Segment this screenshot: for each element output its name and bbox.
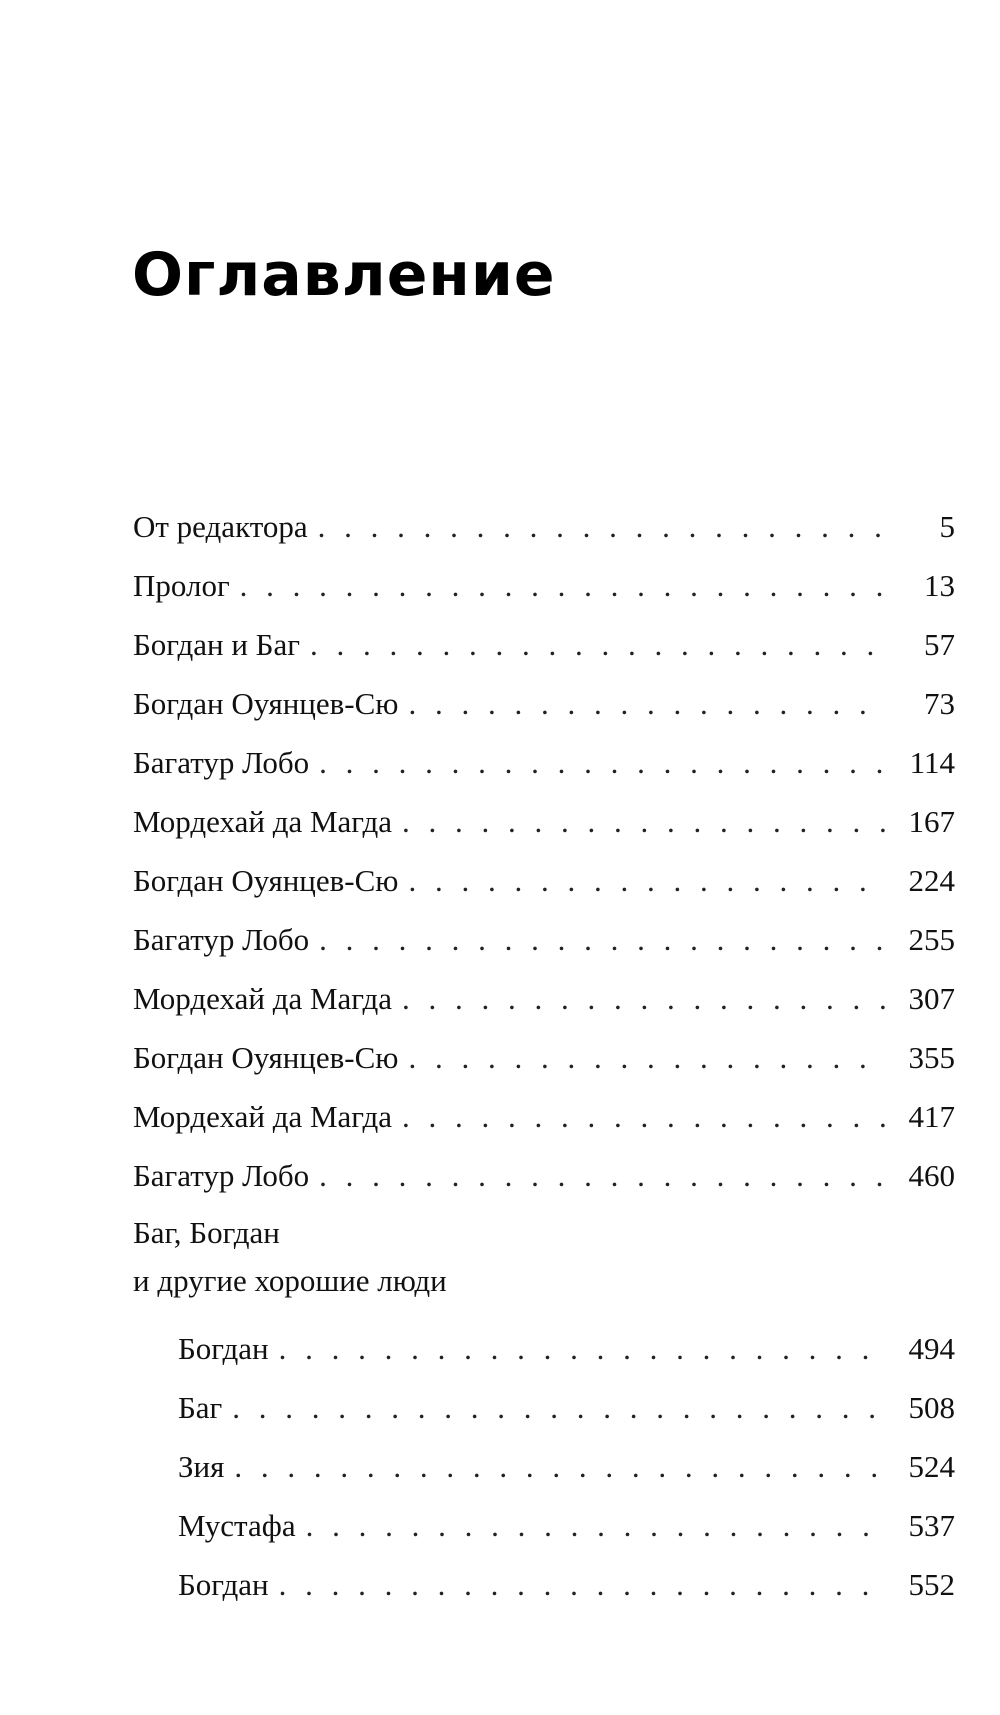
dot-leader <box>402 792 887 851</box>
toc-entry-page: 57 <box>924 627 955 662</box>
dot-leader <box>408 851 887 910</box>
toc-entry-label: Богдан Оуянцев-Сю <box>133 686 399 721</box>
toc-entry-label: Пролог <box>133 568 230 603</box>
toc-subentry[interactable] <box>133 1437 955 1496</box>
toc-group-heading <box>133 1209 955 1305</box>
dot-leader <box>319 733 887 792</box>
dot-leader <box>240 556 887 615</box>
dot-leader <box>306 1496 887 1555</box>
dot-leader <box>318 497 887 556</box>
toc-subentry-page: 508 <box>908 1390 955 1425</box>
toc-entry-label: От редактора <box>133 509 308 544</box>
toc-entry[interactable] <box>133 733 955 792</box>
toc-subentry[interactable] <box>133 1319 955 1378</box>
toc-entry-label: Богдан и Баг <box>133 627 300 662</box>
toc-entry-label: Багатур Лобо <box>133 1158 310 1193</box>
toc-entry[interactable] <box>133 674 955 733</box>
dot-leader <box>408 1028 887 1087</box>
toc-entry-label: Мордехай да Магда <box>133 981 393 1016</box>
toc-entry-page: 167 <box>908 804 955 839</box>
toc-subentry-page: 537 <box>908 1508 955 1543</box>
toc-group-heading-line: Баг, Богдан <box>133 1215 280 1250</box>
toc-subentry-label: Зия <box>178 1449 225 1484</box>
toc-subentry[interactable] <box>133 1378 955 1437</box>
toc-entry-label: Мордехай да Магда <box>133 1099 393 1134</box>
dot-leader <box>279 1555 887 1614</box>
toc-subentry-page: 524 <box>908 1449 955 1484</box>
toc-entry-page: 5 <box>939 509 955 544</box>
dot-leader <box>310 615 887 674</box>
toc-entry-page: 417 <box>908 1099 955 1134</box>
table-of-contents <box>133 497 955 1614</box>
dot-leader <box>234 1437 887 1496</box>
toc-entry-page: 460 <box>908 1158 955 1193</box>
toc-entry[interactable] <box>133 1146 955 1205</box>
dot-leader <box>279 1319 887 1378</box>
toc-entry[interactable] <box>133 615 955 674</box>
toc-subentry[interactable] <box>133 1496 955 1555</box>
toc-subentry-page: 494 <box>908 1331 955 1366</box>
toc-entry-label: Багатур Лобо <box>133 922 310 957</box>
toc-subentry-label: Богдан <box>178 1331 269 1366</box>
toc-subentry[interactable] <box>133 1555 955 1614</box>
toc-entry-label: Богдан Оуянцев-Сю <box>133 1040 399 1075</box>
toc-entry[interactable] <box>133 1087 955 1146</box>
toc-entry-page: 307 <box>908 981 955 1016</box>
toc-group-heading-line: и другие хорошие люди <box>133 1263 447 1298</box>
toc-subentry-label: Мустафа <box>178 1508 296 1543</box>
toc-subentry-label: Богдан <box>178 1567 269 1602</box>
toc-entry[interactable] <box>133 556 955 615</box>
toc-entry[interactable] <box>133 851 955 910</box>
toc-entry-page: 255 <box>908 922 955 957</box>
dot-leader <box>319 1146 887 1205</box>
toc-entry[interactable] <box>133 969 955 1028</box>
toc-entry-page: 73 <box>924 686 955 721</box>
toc-entry-label: Богдан Оуянцев-Сю <box>133 863 399 898</box>
toc-entry-page: 224 <box>908 863 955 898</box>
toc-entry[interactable] <box>133 497 955 556</box>
toc-entry[interactable] <box>133 792 955 851</box>
toc-entry-page: 114 <box>909 745 955 780</box>
dot-leader <box>402 1087 887 1146</box>
toc-entry-label: Мордехай да Магда <box>133 804 393 839</box>
toc-entry-label: Багатур Лобо <box>133 745 310 780</box>
toc-entry-page: 355 <box>908 1040 955 1075</box>
toc-entry[interactable] <box>133 1028 955 1087</box>
dot-leader <box>408 674 887 733</box>
dot-leader <box>402 969 887 1028</box>
toc-entry-page: 13 <box>924 568 955 603</box>
page-title: Оглавление <box>132 240 556 310</box>
toc-subentry-page: 552 <box>908 1567 955 1602</box>
toc-entry[interactable] <box>133 910 955 969</box>
dot-leader <box>319 910 887 969</box>
toc-subentry-label: Баг <box>178 1390 223 1425</box>
dot-leader <box>232 1378 887 1437</box>
